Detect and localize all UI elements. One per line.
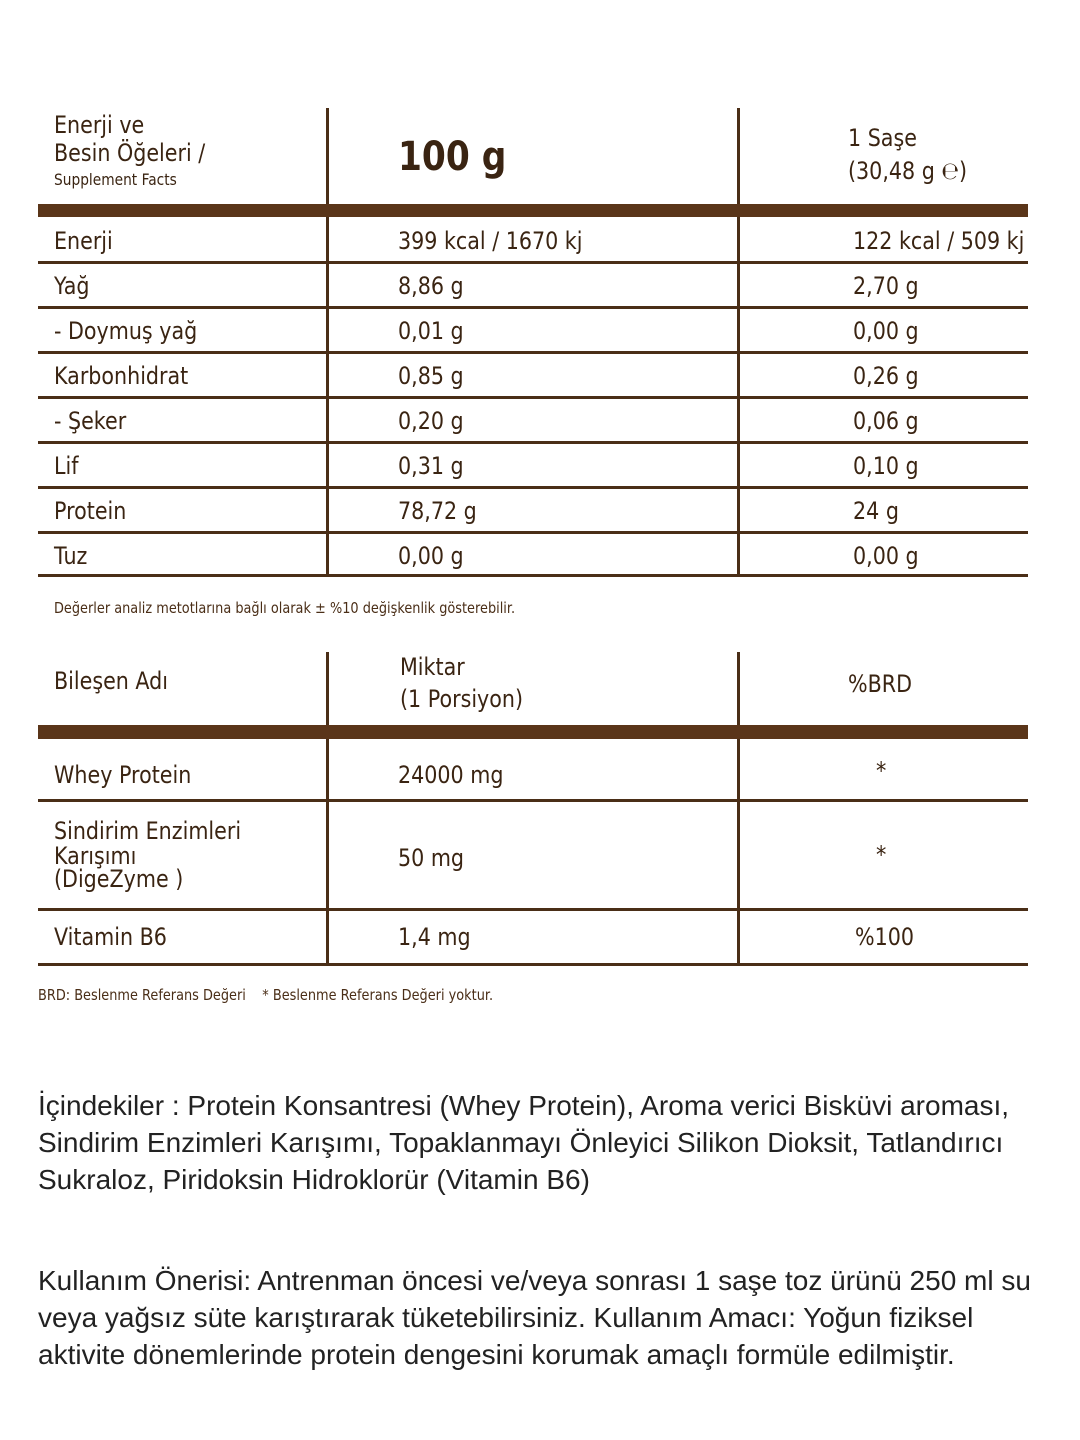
row-divider [38, 799, 1028, 802]
row-divider [38, 306, 1028, 309]
table-row-perserving: 122 kcal / 509 kj [853, 227, 1025, 255]
table-row-amount: 50 mg [398, 844, 465, 872]
table-row-brd: * [876, 841, 887, 869]
table-row-amount: 1,4 mg [398, 923, 471, 951]
table-row-name-line3: (DigeZyme ) [54, 865, 184, 893]
table-row-per100: 0,85 g [398, 362, 464, 390]
table-row-perserving: 0,06 g [853, 407, 919, 435]
table-row-perserving: 0,10 g [853, 452, 919, 480]
table1-footnote: Değerler analiz metotlarına bağlı olarak ± %10 değişkenlik gösterebilir. [54, 599, 516, 617]
row-divider [38, 351, 1028, 354]
table-row-perserving: 0,26 g [853, 362, 919, 390]
table2-header-col2-line1: Miktar [400, 653, 465, 681]
table-row-name: - Doymuş yağ [54, 317, 198, 345]
row-divider [38, 908, 1028, 911]
table-row-brd: %100 [855, 923, 915, 951]
header-col3-line2: (30,48 g ℮) [848, 157, 968, 185]
row-divider [38, 261, 1028, 264]
row-divider [38, 531, 1028, 534]
table2-header-col1: Bileşen Adı [54, 667, 169, 695]
header-band [38, 204, 1028, 217]
table-row-perserving: 0,00 g [853, 542, 919, 570]
table-row-name: Vitamin B6 [54, 923, 167, 951]
table-row-name: Yağ [54, 272, 90, 300]
row-divider [38, 574, 1028, 577]
row-divider [38, 396, 1028, 399]
table-row-amount: 24000 mg [398, 761, 504, 789]
table-row-perserving: 2,70 g [853, 272, 919, 300]
header-col1-line2: Besin Öğeleri / [54, 139, 206, 167]
row-divider [38, 441, 1028, 444]
table-row-name-line2: Karışımı [54, 842, 137, 870]
table-row-name: Tuz [54, 542, 88, 570]
table2-header-col2-line2: (1 Porsiyon) [400, 685, 524, 713]
table-row-name: Protein [54, 497, 127, 525]
header-col1-line1: Enerji ve [54, 111, 145, 139]
column-divider [737, 652, 740, 965]
table-row-per100: 78,72 g [398, 497, 477, 525]
table-row-name: Enerji [54, 227, 113, 255]
table-row-name: - Şeker [54, 407, 127, 435]
table-row-per100: 399 kcal / 1670 kj [398, 227, 583, 255]
header-col3-line1: 1 Saşe [848, 124, 917, 152]
table-row-perserving: 0,00 g [853, 317, 919, 345]
table-row-per100: 0,31 g [398, 452, 464, 480]
table2-header-col3: %BRD [848, 670, 913, 698]
table-row-per100: 8,86 g [398, 272, 464, 300]
column-divider [326, 108, 329, 576]
table-row-per100: 0,01 g [398, 317, 464, 345]
column-divider [737, 108, 740, 576]
header-band [38, 725, 1028, 739]
table-row-name: Lif [54, 452, 79, 480]
column-divider [326, 652, 329, 965]
header-col1-line3: Supplement Facts [54, 170, 177, 189]
table-row-name: Karbonhidrat [54, 362, 189, 390]
table-row-per100: 0,00 g [398, 542, 464, 570]
usage-text: Kullanım Önerisi: Antrenman öncesi ve/veya sonrası 1 saşe toz ürünü 250 ml su veya yağsız süte karıştırarak tüketebilirsiniz. Kullanım Amacı: Yoğun fiziksel aktivite dönemlerinde protein dengesini korumak amaçlı formüle edilmiştir. [38, 1265, 1031, 1370]
row-divider [38, 963, 1028, 966]
table-row-brd: * [876, 757, 887, 785]
table-row-name: Whey Protein [54, 761, 192, 789]
row-divider [38, 486, 1028, 489]
header-col2: 100 g [398, 134, 507, 180]
table-row-name-line1: Sindirim Enzimleri [54, 817, 242, 845]
ingredients-text: İçindekiler : Protein Konsantresi (Whey Protein), Aroma verici Bisküvi aroması, Sindirim Enzimleri Karışımı, Topaklanmayı Önleyici Silikon Dioksit, Tatlandırıcı Sukraloz, Piridoksin Hidroklorür (Vitamin B6) [38, 1090, 1010, 1195]
table-row-per100: 0,20 g [398, 407, 464, 435]
table-row-perserving: 24 g [853, 497, 899, 525]
table2-footnote: BRD: Beslenme Referans Değeri * Beslenme Referans Değeri yoktur. [38, 986, 494, 1004]
